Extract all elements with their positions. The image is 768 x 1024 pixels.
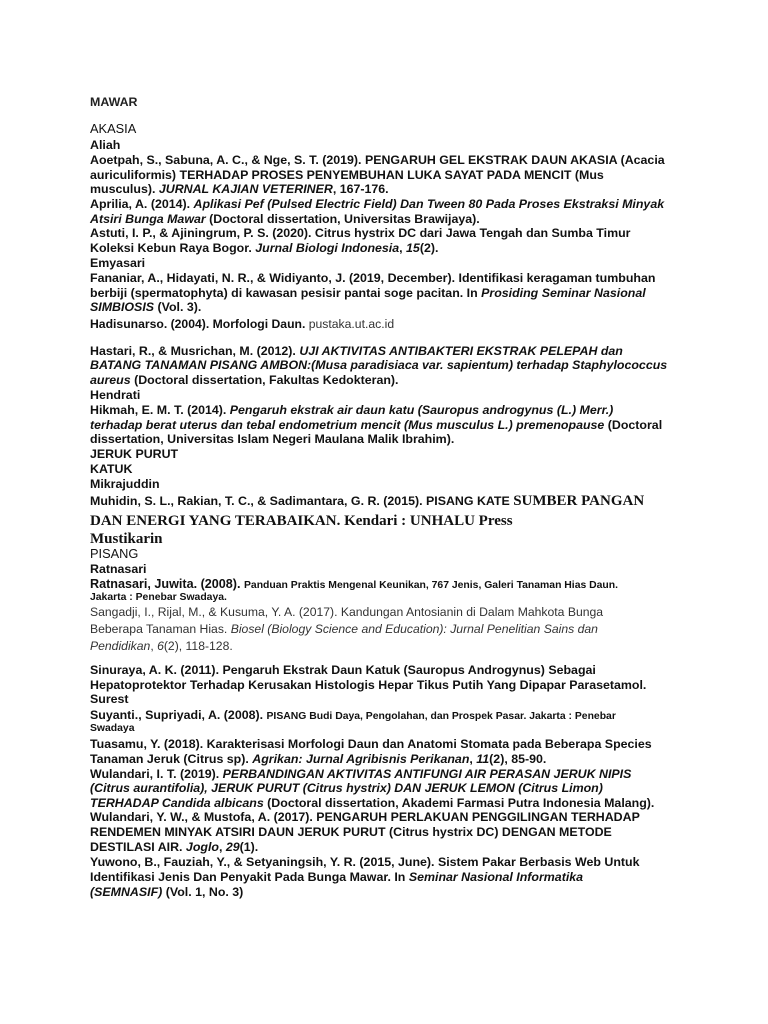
- label-mustikarin: Mustikarin: [90, 531, 163, 547]
- ref-astuti-line1: Astuti, I. P., & Ajiningrum, P. S. (2020). Citrus hystrix DC dari Jawa Tengah dan Sumba Timur: [90, 226, 631, 240]
- ref-yuwono-line3: (SEMNASIF) (Vol. 1, No. 3): [90, 885, 244, 899]
- ref-ratnasari-line1: Ratnasari, Juwita. (2008). Panduan Praktis Mengenal Keunikan, 767 Jenis, Galeri Tanaman Hias Daun.: [90, 577, 618, 591]
- ref-tuasamu-line1: Tuasamu, Y. (2018). Karakterisasi Morfologi Daun dan Anatomi Stomata pada Beberapa Species: [90, 737, 652, 751]
- ref-sangadji-line1: Sangadji, I., Rijal, M., & Kusuma, Y. A. (2017). Kandungan Antosianin di Dalam Mahkota Bunga: [90, 605, 604, 619]
- label-jeruk-purut: JERUK PURUT: [90, 447, 179, 461]
- ref-suyanti-line1: Suyanti., Supriyadi, A. (2008). PISANG Budi Daya, Pengolahan, dan Prospek Pasar. Jakarta : Penebar: [90, 708, 616, 722]
- ref-hadisunarso: Hadisunarso. (2004). Morfologi Daun. pustaka.ut.ac.id: [90, 317, 395, 331]
- ref-wulandari-yw-line1: Wulandari, Y. W., & Mustofa, A. (2017). PENGARUH PERLAKUAN PENGGILINGAN TERHADAP: [90, 810, 640, 824]
- ref-wulandari-it-line2: (Citrus aurantifolia), JERUK PURUT (Citrus hystrix) DAN JERUK LEMON (Citrus Limon): [90, 781, 603, 795]
- label-ratnasari: Ratnasari: [90, 562, 147, 576]
- ref-yuwono-line1: Yuwono, B., Fauziah, Y., & Setyaningsih, Y. R. (2015, June). Sistem Pakar Berbasis Web Untuk: [90, 855, 640, 869]
- label-aliah: Aliah: [90, 138, 121, 152]
- label-emyasari: Emyasari: [90, 256, 146, 270]
- heading-akasia: AKASIA: [90, 121, 137, 136]
- label-katuk: KATUK: [90, 462, 133, 476]
- ref-aprilia-line1: Aprilia, A. (2014). Aplikasi Pef (Pulsed Electric Field) Dan Tween 80 Pada Proses Ekstraksi Minyak: [90, 197, 665, 211]
- ref-hastari-line3: aureus (Doctoral dissertation, Fakultas Kedokteran).: [90, 373, 399, 387]
- ref-tuasamu-line2: Tanaman Jeruk (Citrus sp). Agrikan: Jurnal Agribisnis Perikanan, 11(2), 85-90.: [90, 752, 547, 766]
- heading-mawar: MAWAR: [90, 95, 138, 109]
- ref-aoetpah-line1: Aoetpah, S., Sabuna, A. C., & Nge, S. T. (2019). PENGARUH GEL EKSTRAK DAUN AKASIA (Acacia: [90, 153, 665, 167]
- ref-hikmah-line2: terhadap berat uterus dan tebal endometrium mencit (Mus musculus L.) premenopause (Doctoral: [90, 418, 663, 432]
- ref-wulandari-yw-line2: RENDEMEN MINYAK ATSIRI DAUN JERUK PURUT (Citrus hystrix DC) DENGAN METODE: [90, 825, 612, 839]
- ref-fananiar-line1: Fananiar, A., Hidayati, N. R., & Widiyanto, J. (2019, December). Identifikasi keragaman tumbuhan: [90, 271, 656, 285]
- ref-aoetpah-line2: auriculiformis) TERHADAP PROSES PENYEMBUHAN LUKA SAYAT PADA MENCIT (Mus: [90, 168, 604, 182]
- label-mikrajuddin: Mikrajuddin: [90, 477, 160, 491]
- ref-sinuraya-line2: Hepatoprotektor Terhadap Kerusakan Histologis Hepar Tikus Putih Yang Dipapar Parasetamol.: [90, 678, 647, 692]
- label-hendrati: Hendrati: [90, 388, 141, 402]
- heading-pisang: PISANG: [90, 546, 139, 561]
- ref-astuti-line2: Koleksi Kebun Raya Bogor. Jurnal Biologi Indonesia, 15(2).: [90, 241, 439, 255]
- ref-sinuraya-line1: Sinuraya, A. K. (2011). Pengaruh Ekstrak Daun Katuk (Sauropus Androgynus) Sebagai: [90, 663, 596, 677]
- ref-sangadji-line2: Beberapa Tanaman Hias. Biosel (Biology Science and Education): Jurnal Penelitian Sains dan: [90, 622, 598, 636]
- ref-hikmah-line3: dissertation, Universitas Islam Negeri Maulana Malik Ibrahim).: [90, 432, 455, 446]
- ref-wulandari-it-line3: TERHADAP Candida albicans (Doctoral dissertation, Akademi Farmasi Putra Indonesia Malang).: [90, 796, 655, 810]
- label-surest: Surest: [90, 692, 129, 706]
- ref-fananiar-line3: SIMBIOSIS (Vol. 3).: [90, 300, 202, 314]
- ref-sangadji-line3: Pendidikan, 6(2), 118-128.: [90, 639, 233, 653]
- ref-hikmah-line1: Hikmah, E. M. T. (2014). Pengaruh ekstrak air daun katu (Sauropus androgynus (L.) Merr.): [90, 403, 614, 417]
- ref-wulandari-yw-line3: DESTILASI AIR. Joglo, 29(1).: [90, 840, 259, 854]
- ref-suyanti-line2: Swadaya: [90, 723, 135, 734]
- ref-ratnasari-line2: Jakarta : Penebar Swadaya.: [90, 592, 227, 603]
- ref-aprilia-line2: Atsiri Bunga Mawar (Doctoral dissertation, Universitas Brawijaya).: [90, 212, 480, 226]
- ref-muhidin-line1: Muhidin, S. L., Rakian, T. C., & Sadimantara, G. R. (2015). PISANG KATE SUMBER PANGAN: [90, 493, 645, 509]
- ref-hastari-line2: BATANG TANAMAN PISANG AMBON:(Musa paradisiaca var. sapientum) terhadap Staphylococcus: [90, 358, 668, 372]
- ref-muhidin-line2: DAN ENERGI YANG TERABAIKAN. Kendari : UNHALU Press: [90, 513, 513, 529]
- ref-wulandari-it-line1: Wulandari, I. T. (2019). PERBANDINGAN AKTIVITAS ANTIFUNGI AIR PERASAN JERUK NIPIS: [90, 767, 632, 781]
- ref-yuwono-line2: Identifikasi Jenis Dan Penyakit Pada Bunga Mawar. In Seminar Nasional Informatika: [90, 870, 584, 884]
- ref-hastari-line1: Hastari, R., & Musrichan, M. (2012). UJI AKTIVITAS ANTIBAKTERI EKSTRAK PELEPAH dan: [90, 344, 623, 358]
- ref-aoetpah-line3: musculus). JURNAL KAJIAN VETERINER, 167-176.: [90, 182, 389, 196]
- ref-fananiar-line2: berbiji (spermatophyta) di kawasan pesisir pantai soge pacitan. In Prosiding Seminar Nasional: [90, 286, 646, 300]
